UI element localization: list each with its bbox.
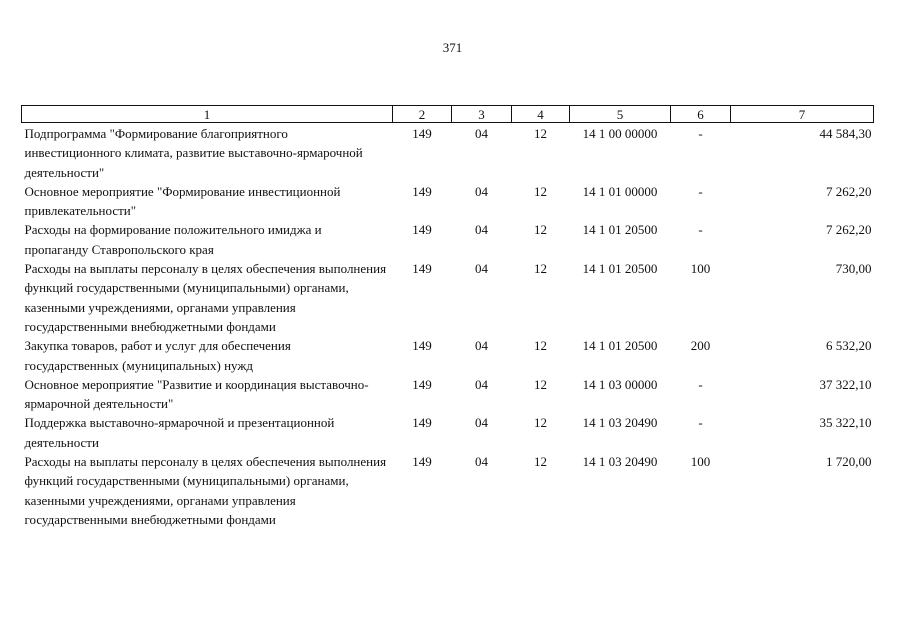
- table-row: [22, 336, 874, 375]
- row-amount: 7 262,20: [826, 222, 872, 238]
- table-row: [22, 375, 874, 414]
- table-row: [22, 220, 874, 259]
- row-target-code: 14 1 01 20500: [582, 222, 658, 238]
- table-row: [22, 259, 874, 336]
- row-amount: 1 720,00: [826, 454, 872, 470]
- row-ministry: 149: [412, 261, 432, 277]
- row-expense-type: -: [698, 126, 703, 141]
- table-row: [22, 452, 874, 529]
- row-amount: 37 322,10: [819, 376, 872, 392]
- row-name: Поддержка выставочно-ярмарочной и презентационной деятельности: [24, 415, 335, 450]
- row-amount: 35 322,10: [819, 415, 872, 431]
- row-target-code: 14 1 00 00000: [582, 126, 658, 141]
- row-name: Основное мероприятие "Развитие и координация выставочно-ярмарочной деятельности": [24, 376, 369, 412]
- table-body: [22, 123, 874, 530]
- row-subsection: 12: [534, 415, 547, 431]
- row-amount: 6 532,20: [826, 338, 872, 354]
- table-row: [22, 413, 874, 452]
- row-expense-type: 100: [690, 454, 711, 470]
- row-target-code: 14 1 01 20500: [582, 338, 658, 354]
- row-amount: 7 262,20: [826, 183, 872, 199]
- row-ministry: 149: [412, 338, 432, 354]
- header-col-4: 4: [512, 106, 570, 123]
- row-name: Закупка товаров, работ и услуг для обеспечения государственных (муниципальных) нужд: [24, 338, 291, 373]
- row-expense-type: -: [698, 183, 703, 199]
- row-target-code: 14 1 03 20490: [582, 415, 658, 431]
- row-name: Расходы на выплаты персоналу в целях обеспечения выполнения функций государственными (муниципальными) органами, казенными учреждениями, органами управления государственными внебюджетными фондами: [24, 454, 387, 527]
- row-expense-type: -: [698, 376, 703, 392]
- row-target-code: 14 1 01 00000: [582, 183, 658, 199]
- row-subsection: 12: [534, 338, 547, 354]
- row-section: 04: [475, 376, 488, 392]
- row-ministry: 149: [412, 183, 432, 199]
- row-expense-type: -: [698, 415, 703, 431]
- row-amount: 730,00: [835, 261, 872, 277]
- row-subsection: 12: [534, 261, 547, 277]
- table-row: [22, 182, 874, 221]
- row-ministry: 149: [412, 222, 432, 238]
- header-col-1: 1: [22, 106, 393, 123]
- row-section: 04: [475, 454, 488, 470]
- row-subsection: 12: [534, 126, 547, 141]
- row-name: Расходы на формирование положительного имиджа и пропаганду Ставропольского края: [24, 222, 322, 257]
- row-subsection: 12: [534, 376, 547, 392]
- header-col-5: 5: [570, 106, 671, 123]
- row-ministry: 149: [412, 415, 432, 431]
- row-ministry: 149: [412, 454, 432, 470]
- row-section: 04: [475, 222, 488, 238]
- header-col-3: 3: [452, 106, 512, 123]
- table-row: [22, 123, 874, 182]
- row-amount: 44 584,30: [819, 126, 872, 141]
- row-target-code: 14 1 03 20490: [582, 454, 658, 470]
- row-name: Расходы на выплаты персоналу в целях обеспечения выполнения функций государственными (муниципальными) органами, казенными учреждениями, органами управления государственными внебюджетными фондами: [24, 261, 387, 334]
- row-name: Подпрограмма "Формирование благоприятного инвестиционного климата, развитие выставочно-ярмарочной деятельности": [24, 126, 363, 180]
- row-expense-type: 200: [690, 338, 711, 354]
- budget-table: [21, 105, 874, 529]
- row-section: 04: [475, 338, 488, 354]
- page-number: 371: [442, 40, 463, 55]
- row-subsection: 12: [534, 222, 547, 238]
- row-expense-type: -: [698, 222, 703, 238]
- row-section: 04: [475, 126, 488, 141]
- row-section: 04: [475, 415, 488, 431]
- row-section: 04: [475, 183, 488, 199]
- row-ministry: 149: [412, 376, 432, 392]
- row-ministry: 149: [412, 126, 432, 141]
- row-target-code: 14 1 03 00000: [582, 376, 658, 392]
- row-subsection: 12: [534, 454, 547, 470]
- header-col-6: 6: [671, 106, 731, 123]
- row-expense-type: 100: [690, 261, 711, 277]
- row-subsection: 12: [534, 183, 547, 199]
- header-row: [22, 106, 874, 123]
- header-col-7: 7: [731, 106, 874, 123]
- header-col-2: 2: [393, 106, 452, 123]
- row-section: 04: [475, 261, 488, 277]
- row-name: Основное мероприятие "Формирование инвестиционной привлекательности": [24, 183, 341, 219]
- row-target-code: 14 1 01 20500: [582, 261, 658, 277]
